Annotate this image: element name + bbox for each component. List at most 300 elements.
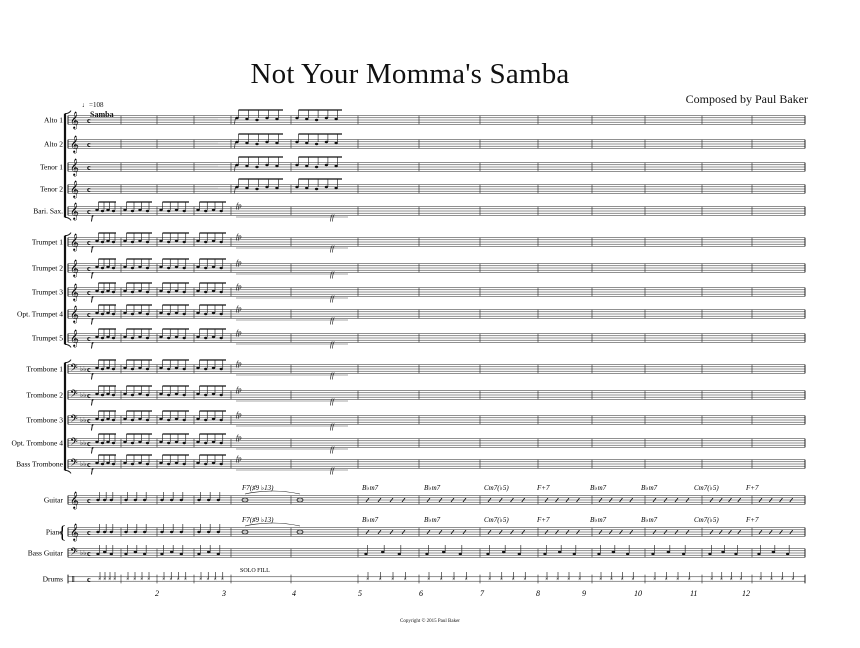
instrument-label: Trombone 2 [26, 390, 63, 400]
notehead [106, 266, 109, 268]
notehead [183, 419, 186, 421]
bass-clef-icon: 𝄢 [70, 436, 78, 450]
notehead [335, 142, 338, 144]
notehead [265, 186, 268, 188]
notehead [160, 553, 163, 555]
notehead [325, 164, 328, 166]
notehead [131, 210, 134, 212]
notehead [123, 367, 126, 369]
score-title: Not Your Momma's Samba [250, 58, 570, 90]
notehead [204, 267, 207, 269]
notehead [138, 393, 141, 395]
notehead [175, 418, 178, 420]
notehead [212, 462, 215, 464]
notehead [106, 290, 109, 292]
cymbal-hit: × [391, 577, 395, 583]
instrument-label: Alto 2 [44, 139, 63, 149]
notehead [167, 419, 170, 421]
cymbal-hit: × [739, 577, 743, 583]
instrument-label: Trumpet 3 [31, 287, 63, 297]
chord-symbol: B♭m7 [362, 484, 379, 492]
cymbal-hit: × [206, 577, 210, 583]
dynamic-mark: f [91, 372, 94, 380]
notehead [159, 462, 162, 464]
notehead [106, 367, 109, 369]
notehead [167, 291, 170, 293]
notehead [196, 393, 199, 395]
notehead [112, 241, 115, 243]
notehead [398, 553, 401, 555]
notehead [159, 393, 162, 395]
bass-clef-icon: 𝄢 [70, 362, 78, 376]
tempo-marking: ♩=108 [82, 101, 104, 109]
dynamic-mark: fp [236, 386, 242, 394]
notehead [95, 367, 98, 369]
notehead [183, 241, 186, 243]
chord-symbol: Cm7(♭5) [484, 484, 509, 492]
notehead [772, 551, 775, 553]
notehead [138, 336, 141, 338]
notehead [255, 188, 258, 190]
cymbal-hit: × [126, 577, 130, 583]
notehead [220, 291, 223, 293]
notehead [275, 142, 278, 144]
instrument-label: Tenor 2 [39, 184, 63, 194]
notehead [734, 553, 737, 555]
notehead [220, 337, 223, 339]
chord-symbol: B♭m7 [424, 516, 441, 524]
notehead [757, 553, 760, 555]
treble-clef-icon: 𝄞 [70, 160, 79, 176]
notehead [175, 336, 178, 338]
time-signature: c [87, 140, 91, 149]
notehead [138, 209, 141, 211]
notehead [196, 336, 199, 338]
measure-number: 10 [634, 589, 642, 598]
notehead [295, 141, 298, 143]
notehead [95, 393, 98, 395]
notehead [175, 312, 178, 314]
notehead [123, 462, 126, 464]
notehead [180, 553, 183, 555]
staff-tenor-2 [40, 179, 805, 198]
notehead [708, 553, 711, 555]
instrument-label: Bass Trombone [16, 459, 63, 469]
notehead [220, 210, 223, 212]
notehead [103, 499, 106, 501]
notehead [183, 368, 186, 370]
staff-trumpet-1 [32, 233, 805, 253]
notehead [95, 290, 98, 292]
staff-trumpet-5 [32, 329, 805, 349]
notehead [207, 551, 210, 553]
notehead [96, 499, 99, 501]
notehead [167, 337, 170, 339]
notehead [265, 141, 268, 143]
composer-credit: Composed by Paul Baker [685, 92, 808, 106]
measure-number: 4 [292, 589, 296, 598]
staff-system [12, 110, 805, 584]
notehead [265, 117, 268, 119]
notehead [96, 553, 99, 555]
notehead [212, 240, 215, 242]
notehead [103, 531, 106, 533]
instrument-label: Trumpet 5 [31, 333, 63, 343]
treble-clef-icon: 𝄞 [70, 182, 79, 198]
key-signature: ♭♭ [80, 460, 87, 468]
bass-clef-icon: 𝄢 [70, 388, 78, 402]
dynamic-mark: f [91, 245, 94, 253]
key-signature: ♭♭ [80, 439, 87, 447]
notehead [220, 394, 223, 396]
notehead [101, 442, 104, 444]
dynamic-mark: fp [236, 434, 242, 442]
notehead [123, 418, 126, 420]
notehead [196, 240, 199, 242]
bass-clef-icon: 𝄢 [70, 413, 78, 427]
notehead [95, 240, 98, 242]
notehead [275, 187, 278, 189]
dynamic-mark: fp [236, 411, 242, 419]
notehead [101, 241, 104, 243]
dynamic-mark: f [91, 317, 94, 325]
dynamic-mark: ff [330, 214, 334, 222]
notehead [305, 142, 308, 144]
notehead [305, 118, 308, 120]
instrument-label: Trombone 3 [26, 415, 63, 425]
notehead [651, 553, 654, 555]
notehead [146, 210, 149, 212]
notehead [112, 463, 115, 465]
notehead [197, 531, 200, 533]
cymbal-hit: × [427, 577, 431, 583]
treble-clef-icon: 𝄞 [70, 235, 79, 251]
chord-symbol: B♭m7 [641, 516, 658, 524]
notehead [518, 553, 521, 555]
staff-alto-2 [44, 134, 805, 153]
time-signature: c [87, 496, 91, 505]
notehead [315, 143, 318, 145]
notehead [255, 166, 258, 168]
notehead [381, 551, 384, 553]
notehead [134, 531, 137, 533]
notehead [159, 209, 162, 211]
cymbal-hit: × [769, 577, 774, 583]
notehead [220, 463, 223, 465]
cymbal-hit: × [113, 577, 117, 583]
notehead [217, 553, 220, 555]
notehead [159, 266, 162, 268]
time-signature: c [87, 460, 91, 469]
notehead [146, 419, 149, 421]
cymbal-hit: × [439, 577, 443, 583]
time-signature: c [87, 264, 91, 273]
notehead [175, 266, 178, 268]
measure-number: 7 [480, 589, 484, 598]
notehead [138, 441, 141, 443]
notehead [212, 441, 215, 443]
notehead [106, 462, 109, 464]
notehead [131, 337, 134, 339]
notehead [175, 441, 178, 443]
cymbal-hit: × [687, 577, 691, 583]
style-marking: Samba [90, 110, 114, 119]
instrument-label: Bari. Sax. [33, 206, 63, 216]
notehead [160, 499, 163, 501]
cymbal-hit: × [169, 577, 173, 583]
notehead [667, 551, 670, 553]
instrument-label: Guitar [43, 495, 63, 505]
measure-number: 11 [690, 589, 698, 598]
cymbal-hit: × [719, 577, 724, 583]
dynamic-mark: fp [236, 360, 242, 368]
notehead [134, 551, 137, 553]
notehead [143, 553, 146, 555]
notehead [183, 442, 186, 444]
chord-symbol: F+7 [746, 484, 759, 492]
notehead [220, 368, 223, 370]
time-signature: c [87, 391, 91, 400]
notehead [131, 442, 134, 444]
dynamic-mark: f [234, 186, 236, 194]
notehead [138, 290, 141, 292]
measure-number: 5 [358, 589, 362, 598]
notehead [95, 441, 98, 443]
notehead [212, 367, 215, 369]
notehead [123, 336, 126, 338]
cymbal-hit: × [176, 577, 180, 583]
notehead [217, 499, 220, 501]
time-signature: c [87, 575, 91, 584]
notehead [110, 499, 113, 501]
notehead [138, 367, 141, 369]
chord-symbol: B♭m7 [590, 516, 607, 524]
chord-symbol: B♭m7 [590, 484, 607, 492]
notehead [295, 186, 298, 188]
cymbal-hit: × [710, 577, 714, 583]
notehead [106, 209, 109, 211]
dynamic-mark: ff [330, 467, 334, 475]
notehead [295, 117, 298, 119]
notehead [255, 143, 258, 145]
notehead [101, 368, 104, 370]
notehead [212, 209, 215, 211]
notehead [442, 551, 445, 553]
notehead [143, 531, 146, 533]
notehead [95, 266, 98, 268]
notehead [159, 240, 162, 242]
chord-symbol: B♭m7 [362, 516, 379, 524]
notehead [112, 313, 115, 315]
notehead [204, 463, 207, 465]
notehead [325, 141, 328, 143]
notehead [197, 553, 200, 555]
notehead [95, 336, 98, 338]
notehead [364, 553, 367, 555]
instrument-label: Trombone 1 [26, 364, 63, 374]
notehead [212, 266, 215, 268]
cymbal-hit: × [791, 577, 795, 583]
dynamic-mark: f [91, 295, 94, 303]
cymbal-hit: × [523, 577, 527, 583]
instrument-label: Bass Guitar [27, 548, 63, 558]
notehead [123, 240, 126, 242]
dynamic-mark: ff [330, 446, 334, 454]
time-signature: c [87, 116, 91, 125]
notehead [212, 312, 215, 314]
notehead [159, 336, 162, 338]
time-signature: c [87, 310, 91, 319]
time-signature: c [87, 549, 91, 558]
notehead [95, 418, 98, 420]
notehead [146, 291, 149, 293]
notehead [106, 240, 109, 242]
cymbal-hit: × [545, 577, 549, 583]
notehead [131, 313, 134, 315]
notehead [134, 499, 137, 501]
notehead [123, 441, 126, 443]
dynamic-mark: f [91, 398, 94, 406]
notehead [175, 209, 178, 211]
notehead [212, 393, 215, 395]
notehead [196, 462, 199, 464]
staff-opt-trombone-4 [12, 434, 805, 454]
notehead [275, 118, 278, 120]
notehead [112, 419, 115, 421]
cymbal-hit: × [664, 577, 668, 583]
dynamic-mark: ff [330, 317, 334, 325]
notehead [315, 188, 318, 190]
measure-number: 8 [536, 589, 540, 598]
notehead [112, 394, 115, 396]
staff-bass-guitar [28, 545, 805, 560]
notehead [167, 394, 170, 396]
notehead [573, 553, 576, 555]
notehead [167, 368, 170, 370]
key-signature: ♭♭ [80, 416, 87, 424]
cymbal-hit: × [98, 577, 102, 583]
cymbal-hit: × [378, 577, 382, 583]
cymbal-hit: × [199, 577, 203, 583]
cymbal-hit: × [556, 577, 560, 583]
notehead [123, 266, 126, 268]
notehead [197, 499, 200, 501]
time-signature: c [87, 365, 91, 374]
time-signature: c [87, 163, 91, 172]
notehead [204, 368, 207, 370]
staff-tenor-1 [40, 157, 805, 176]
notehead [101, 394, 104, 396]
notehead [204, 241, 207, 243]
staff-trombone-3 [26, 411, 805, 431]
key-signature: ♭♭ [80, 365, 87, 373]
dynamic-mark: fp [236, 329, 242, 337]
notehead [95, 209, 98, 211]
notehead [159, 312, 162, 314]
notehead [183, 267, 186, 269]
instrument-label: Alto 1 [44, 115, 63, 125]
notehead [106, 312, 109, 314]
notehead [220, 313, 223, 315]
notehead [207, 531, 210, 533]
time-signature: c [87, 288, 91, 297]
notehead [123, 312, 126, 314]
time-signature: c [87, 528, 91, 537]
copyright-notice: Copyright © 2015 Paul Baker [400, 619, 460, 624]
notehead [167, 210, 170, 212]
dynamic-mark: f [91, 214, 94, 222]
notehead [543, 553, 546, 555]
notehead [315, 166, 318, 168]
dynamic-mark: ff [330, 423, 334, 431]
time-signature: c [87, 439, 91, 448]
dynamic-mark: f [91, 446, 94, 454]
chord-symbol: F+7 [537, 484, 550, 492]
cymbal-hit: × [366, 577, 370, 583]
dynamic-mark: fp [236, 233, 242, 241]
notehead [170, 499, 173, 501]
cymbal-hit: × [653, 577, 657, 583]
cymbal-hit: × [599, 577, 603, 583]
staff-piano [46, 523, 805, 541]
notehead [196, 290, 199, 292]
dynamic-mark: ff [330, 398, 334, 406]
staff-trombone-2 [26, 386, 805, 406]
cymbal-hit: × [488, 577, 492, 583]
notehead [131, 267, 134, 269]
notehead [138, 312, 141, 314]
notehead [204, 210, 207, 212]
treble-clef-icon: 𝄞 [70, 261, 79, 277]
notehead [183, 337, 186, 339]
notehead [175, 367, 178, 369]
dynamic-mark: fp [236, 455, 242, 463]
treble-clef-icon: 𝄞 [70, 307, 79, 323]
notehead [101, 463, 104, 465]
notehead [167, 241, 170, 243]
cymbal-hit: × [578, 577, 582, 583]
dynamic-mark: fp [236, 305, 242, 313]
notehead [207, 499, 210, 501]
notehead [175, 462, 178, 464]
measure-number: 3 [222, 589, 226, 598]
notehead [204, 394, 207, 396]
notehead [425, 553, 428, 555]
notehead [159, 441, 162, 443]
notehead [101, 267, 104, 269]
dynamic-mark: ff [330, 372, 334, 380]
key-signature: ♭♭ [80, 391, 87, 399]
instrument-label: Tenor 1 [39, 162, 63, 172]
staff-trumpet-3 [32, 283, 805, 303]
dynamic-mark: f [234, 164, 236, 172]
notehead [626, 553, 629, 555]
notehead [143, 499, 146, 501]
cymbal-hit: × [464, 577, 468, 583]
treble-clef-icon: 𝄞 [70, 285, 79, 301]
notehead [196, 441, 199, 443]
notehead [335, 118, 338, 120]
notehead [295, 164, 298, 166]
notehead [124, 499, 127, 501]
notehead [335, 165, 338, 167]
instrument-label: Trumpet 2 [31, 263, 63, 273]
notehead [146, 394, 149, 396]
notehead [146, 337, 149, 339]
notehead [167, 463, 170, 465]
chord-symbol: Cm7(♭5) [694, 516, 719, 524]
notehead [146, 313, 149, 315]
